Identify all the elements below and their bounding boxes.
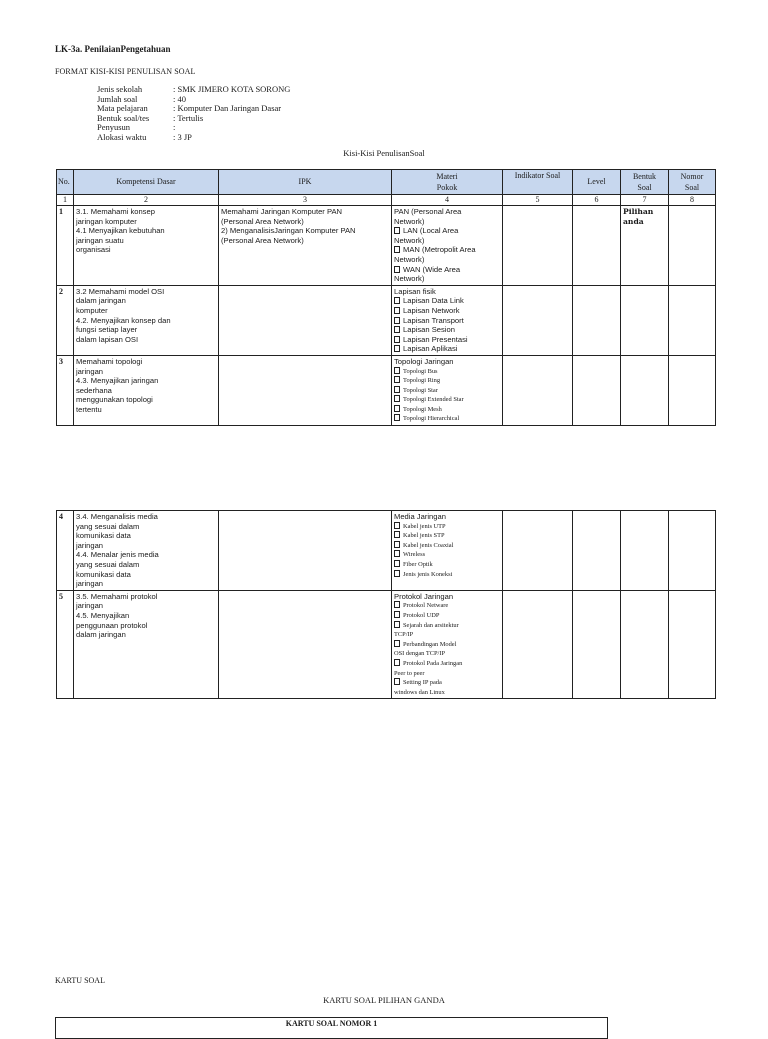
bullet-icon	[394, 541, 400, 548]
kompetensi-line: penggunaan protokol	[76, 620, 148, 630]
bullet-icon	[394, 570, 400, 577]
kompetensi-line: dalam jaringan	[76, 296, 126, 306]
row-number: 4	[57, 511, 74, 591]
materi-item-text: Wireless	[403, 551, 426, 559]
header-nomor: Nomor Soal	[669, 170, 716, 195]
bullet-icon	[394, 414, 400, 421]
kompetensi-line: dalam lapisan OSI	[76, 334, 139, 344]
info-value: : Komputer Dan Jaringan Dasar	[173, 103, 282, 114]
column-number-row	[57, 195, 716, 206]
bullet-icon	[394, 345, 400, 352]
bullet-icon	[394, 531, 400, 538]
bentuk-soal-cell	[621, 590, 669, 699]
bullet-icon	[394, 522, 400, 529]
materi-item-cont: Peer to peer	[394, 669, 425, 677]
ipk-cell	[219, 206, 392, 286]
materi-item-text: Lapisan Aplikasi	[403, 344, 458, 354]
kompetensi-line: 4.2. Menyajikan konsep dan	[76, 315, 171, 325]
nomor-soal-cell	[669, 590, 716, 699]
format-label: FORMAT KISI-KISI PENULISAN SOAL	[55, 67, 196, 76]
column-number: 2	[74, 195, 219, 206]
kompetensi-line: jaringan	[76, 366, 104, 376]
materi-item	[394, 522, 500, 532]
ipk-line: (Personal Area Network)	[221, 216, 304, 226]
materi-item-text: Topologi Hierarchical	[403, 415, 460, 423]
materi-item	[394, 395, 500, 405]
header-level: Level	[573, 170, 621, 195]
row-number: 2	[57, 285, 74, 355]
column-number: 3	[219, 195, 392, 206]
kompetensi-dasar-cell	[74, 285, 219, 355]
level-cell	[573, 355, 621, 425]
bullet-icon	[394, 395, 400, 402]
materi-item-text: LAN (Local Area	[403, 226, 459, 236]
kompetensi-line: jaringan	[76, 579, 104, 589]
bullet-icon	[394, 550, 400, 557]
bullet-icon	[394, 376, 400, 383]
kompetensi-line: jaringan	[76, 540, 104, 550]
materi-item	[394, 344, 500, 354]
materi-item-text: Jenis jenis Koneksi	[403, 570, 453, 578]
row-number: 1	[57, 206, 74, 286]
kartu-soal-nomor: KARTU SOAL NOMOR 1	[285, 1019, 378, 1028]
ipk-cell	[219, 590, 392, 699]
kisi-kisi-table-1	[56, 169, 716, 426]
ipk-line: 2) MenganalisisJaringan Komputer PAN	[221, 226, 356, 236]
indikator-cell	[503, 511, 573, 591]
materi-item-text: Topologi Ring	[403, 377, 441, 385]
column-number: 7	[621, 195, 669, 206]
materi-item-cont: Network)	[394, 254, 425, 264]
bullet-icon	[394, 266, 400, 273]
bullet-icon	[394, 560, 400, 567]
bullet-icon	[394, 367, 400, 374]
materi-item-text: Kabel jenis STP	[403, 532, 445, 540]
materi-item-cont: TCP/IP	[394, 631, 414, 639]
column-number: 8	[669, 195, 716, 206]
materi-item	[394, 678, 500, 688]
materi-item	[394, 640, 500, 650]
level-cell	[573, 206, 621, 286]
row-number: 5	[57, 590, 74, 699]
kompetensi-line: tertentu	[76, 404, 102, 414]
bullet-icon	[394, 336, 400, 343]
materi-item-text: MAN (Metropolit Area	[403, 245, 476, 255]
materi-item	[394, 325, 500, 335]
materi-heading: PAN (Personal Area	[394, 207, 462, 216]
bullet-icon	[394, 227, 400, 234]
header-bentuk: Bentuk Soal	[621, 170, 669, 195]
table-row	[57, 511, 716, 591]
kompetensi-line: fungsi setiap layer	[76, 325, 138, 335]
materi-item-text: Setting IP pada	[403, 679, 442, 687]
column-number: 1	[57, 195, 74, 206]
header-indikator: Indikator Soal	[503, 170, 573, 195]
info-value: :	[173, 122, 176, 133]
materi-item-text: Protokol UDP	[403, 611, 440, 619]
kompetensi-line: 4.4. Menalar jenis media	[76, 550, 159, 560]
info-value: : Tertulis	[173, 112, 204, 123]
header-no: No.	[57, 170, 74, 195]
materi-item-text: Kabel jenis Coaxial	[403, 541, 454, 549]
kartu-soal-label: KARTU SOAL	[55, 976, 105, 985]
row-number: 3	[57, 355, 74, 425]
materi-item	[394, 621, 500, 631]
kompetensi-line: jaringan suatu	[76, 235, 124, 245]
kompetensi-dasar-cell	[74, 590, 219, 699]
materi-item-cont: windows dan Linux	[394, 688, 445, 696]
kompetensi-line: 4.3. Menyajikan jaringan	[76, 376, 159, 386]
kompetensi-dasar-cell	[74, 511, 219, 591]
materi-cell	[392, 355, 503, 425]
kompetensi-line: 3.4. Menganalisis media	[76, 512, 158, 521]
materi-item-cont: OSI dengan TCP/IP	[394, 650, 446, 658]
materi-item	[394, 601, 500, 611]
kompetensi-line: sederhana	[76, 385, 112, 395]
page-title: LK-3a. PenilaianPengetahuan	[55, 44, 171, 54]
info-key: Mata pelajaran	[97, 103, 148, 114]
bullet-icon	[394, 317, 400, 324]
materi-cell	[392, 511, 503, 591]
materi-item	[394, 414, 500, 424]
info-key: Jenis sekolah	[97, 84, 143, 94]
materi-item	[394, 560, 500, 570]
materi-item	[394, 316, 500, 326]
materi-item-text: Topologi Bus	[403, 367, 438, 375]
bullet-icon	[394, 326, 400, 333]
materi-item-cont: Network)	[394, 235, 425, 245]
materi-item	[394, 570, 500, 580]
kartu-soal-box	[55, 1017, 608, 1039]
materi-item	[394, 386, 500, 396]
header-row	[57, 170, 716, 195]
materi-heading: Topologi Jaringan	[394, 356, 454, 366]
info-key: Jumlah soal	[97, 93, 138, 104]
table-row	[57, 285, 716, 355]
materi-item	[394, 306, 500, 316]
indikator-cell	[503, 590, 573, 699]
bullet-icon	[394, 297, 400, 304]
materi-item	[394, 405, 500, 415]
materi-item	[394, 367, 500, 377]
info-key: Penyusun	[97, 122, 131, 133]
bullet-icon	[394, 246, 400, 253]
materi-item-text: Protokol Pada Jaringan	[403, 659, 463, 667]
ipk-cell	[219, 511, 392, 591]
materi-item-text: Perbandingan Model	[403, 640, 457, 648]
indikator-cell	[503, 285, 573, 355]
bullet-icon	[394, 621, 400, 628]
materi-item	[394, 611, 500, 621]
kompetensi-line: menggunakan topologi	[76, 395, 153, 405]
ipk-line: Memahami Jaringan Komputer PAN	[221, 207, 342, 216]
kompetensi-dasar-cell	[74, 206, 219, 286]
materi-cell	[392, 285, 503, 355]
kompetensi-line: 3.5. Memahami protokol	[76, 591, 158, 601]
kompetensi-line: jaringan komputer	[76, 216, 137, 226]
kompetensi-line: yang sesuai dalam	[76, 559, 140, 569]
materi-cell	[392, 206, 503, 286]
materi-item-text: Lapisan Transport	[403, 315, 464, 325]
materi-item	[394, 541, 500, 551]
materi-heading: Network)	[394, 216, 425, 226]
bullet-icon	[394, 640, 400, 647]
table-row	[57, 590, 716, 699]
kartu-soal-title: KARTU SOAL PILIHAN GANDA	[323, 995, 445, 1005]
table-title: Kisi-Kisi PenulisanSoal	[343, 148, 425, 158]
materi-item	[394, 376, 500, 386]
materi-item-text: Fiber Optik	[403, 560, 433, 568]
materi-item-text: Topologi Extended Star	[403, 396, 464, 404]
info-value: : SMK JIMERO KOTA SORONG	[173, 84, 291, 94]
materi-item-text: Protokol Netware	[403, 602, 449, 610]
kompetensi-line: 4.1 Menyajikan kebutuhan	[76, 226, 165, 236]
bentuk-line: anda	[623, 216, 644, 226]
bullet-icon	[394, 386, 400, 393]
kompetensi-line: 3.1. Memahami konsep	[76, 207, 155, 216]
kompetensi-line: komunikasi data	[76, 531, 131, 541]
ipk-line: (Personal Area Network)	[221, 235, 304, 245]
bentuk-soal-cell	[621, 285, 669, 355]
kompetensi-line: 4.5. Menyajikan	[76, 610, 130, 620]
kompetensi-line: komunikasi data	[76, 569, 131, 579]
materi-item-text: Topologi Mesh	[403, 405, 442, 413]
level-cell	[573, 511, 621, 591]
materi-item-text: Lapisan Data Link	[403, 296, 464, 306]
bullet-icon	[394, 601, 400, 608]
nomor-soal-cell	[669, 355, 716, 425]
bentuk-soal-cell	[621, 206, 669, 286]
kompetensi-line: yang sesuai dalam	[76, 521, 140, 531]
kompetensi-line: Memahami topologi	[76, 356, 143, 366]
materi-item	[394, 531, 500, 541]
materi-item	[394, 265, 500, 275]
kompetensi-line: jaringan	[76, 601, 104, 611]
kompetensi-line: organisasi	[76, 245, 111, 255]
bullet-icon	[394, 405, 400, 412]
materi-item	[394, 296, 500, 306]
info-block	[97, 85, 290, 143]
materi-item-text: Lapisan Sesion	[403, 325, 455, 335]
bentuk-soal-cell	[621, 355, 669, 425]
table-row	[57, 355, 716, 425]
info-key: Alokasi waktu	[97, 131, 147, 142]
info-row	[97, 133, 290, 143]
materi-item-text: WAN (Wide Area	[403, 264, 461, 274]
bullet-icon	[394, 611, 400, 618]
bullet-icon	[394, 307, 400, 314]
materi-heading: Lapisan fisik	[394, 286, 436, 296]
column-number: 6	[573, 195, 621, 206]
kompetensi-line: dalam jaringan	[76, 630, 126, 640]
bentuk-line: Pilihan	[623, 207, 654, 216]
materi-item	[394, 550, 500, 560]
kompetensi-dasar-cell	[74, 355, 219, 425]
level-cell	[573, 590, 621, 699]
materi-item	[394, 335, 500, 345]
indikator-cell	[503, 355, 573, 425]
info-value: : 3 JP	[173, 131, 192, 142]
header-kompetensi: Kompetensi Dasar	[74, 170, 219, 195]
materi-item	[394, 245, 500, 255]
kisi-kisi-table-2	[56, 510, 716, 699]
header-ipk: IPK	[219, 170, 392, 195]
nomor-soal-cell	[669, 285, 716, 355]
ipk-cell	[219, 355, 392, 425]
materi-item-cont: Network)	[394, 274, 425, 284]
materi-item	[394, 659, 500, 669]
bullet-icon	[394, 678, 400, 685]
bullet-icon	[394, 659, 400, 666]
materi-item-text: Lapisan Network	[403, 305, 460, 315]
ipk-cell	[219, 285, 392, 355]
materi-item-text: Topologi Star	[403, 386, 438, 394]
bentuk-soal-cell	[621, 511, 669, 591]
materi-cell	[392, 590, 503, 699]
kompetensi-line: komputer	[76, 305, 108, 315]
materi-item-text: Kabel jenis UTP	[403, 522, 446, 530]
materi-heading: Media Jaringan	[394, 512, 446, 521]
kompetensi-line: 3.2 Memahami model OSI	[76, 286, 165, 296]
info-value: : 40	[173, 93, 186, 104]
column-number: 4	[392, 195, 503, 206]
materi-item-text: Sejarah dan arsitektur	[403, 621, 459, 629]
materi-item-text: Lapisan Presentasi	[403, 334, 468, 344]
column-number: 5	[503, 195, 573, 206]
nomor-soal-cell	[669, 511, 716, 591]
nomor-soal-cell	[669, 206, 716, 286]
materi-heading: Protokol Jaringan	[394, 591, 454, 601]
level-cell	[573, 285, 621, 355]
materi-item	[394, 226, 500, 236]
header-materi: Materi Pokok	[392, 170, 503, 195]
indikator-cell	[503, 206, 573, 286]
table-row	[57, 206, 716, 286]
info-key: Bentuk soal/tes	[97, 112, 150, 123]
